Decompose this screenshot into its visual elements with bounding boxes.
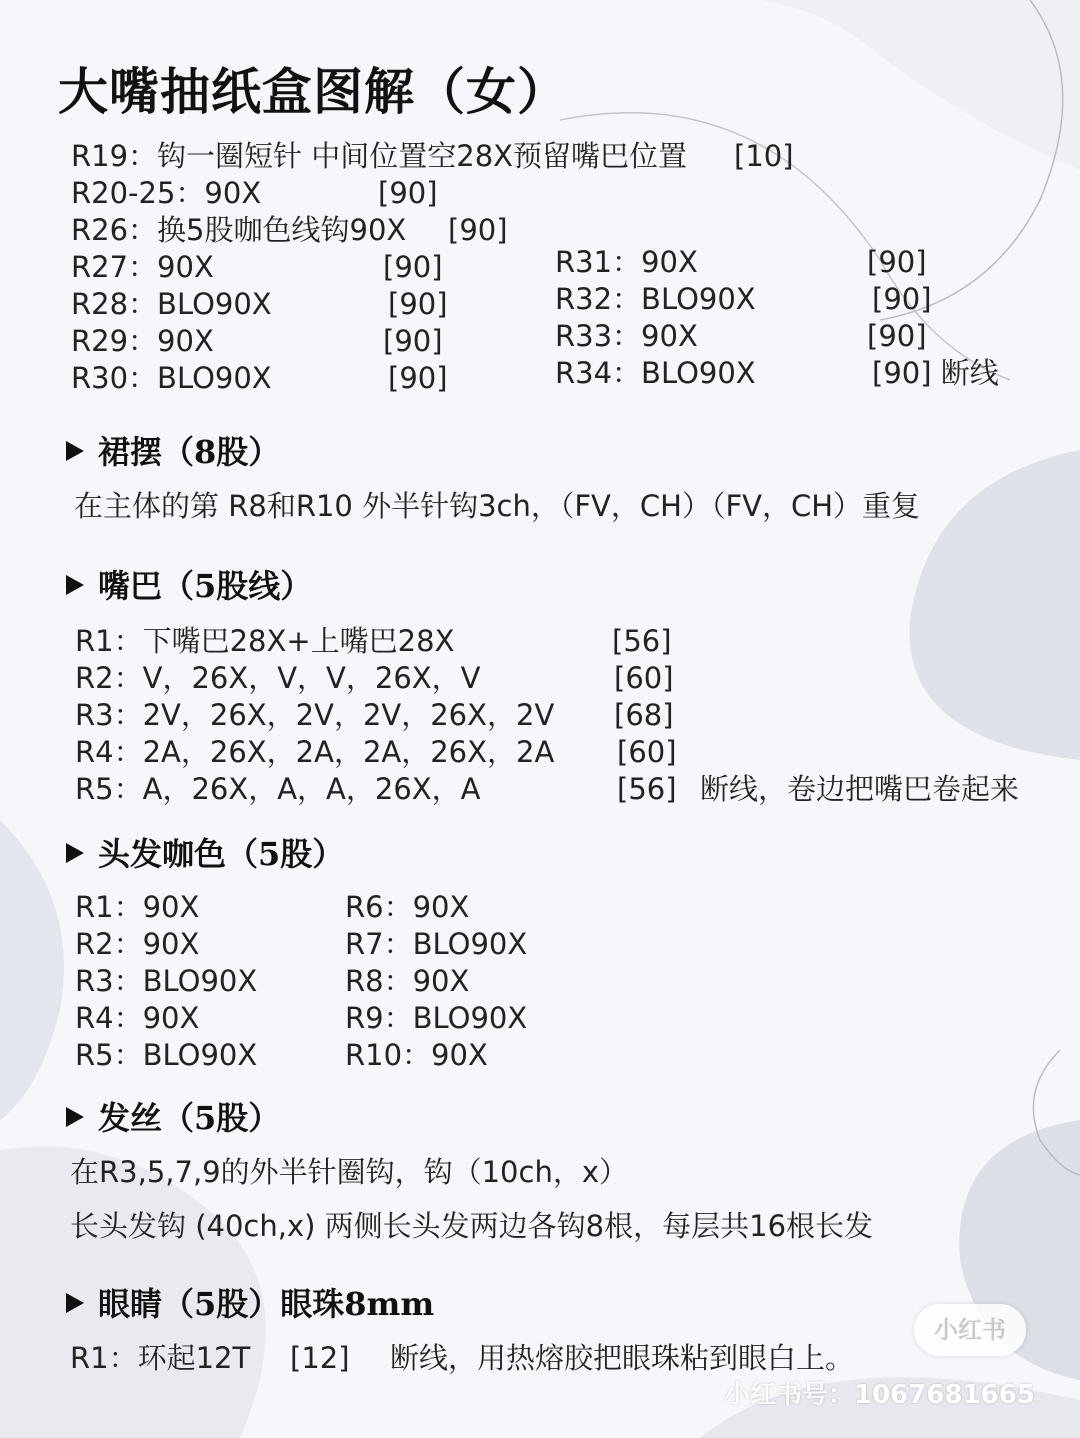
row-count: [90] [388,287,448,321]
row-label: R26：换5股咖色线钩90X [71,213,407,247]
hair-row: R2：90X [75,927,200,961]
row-label: R32：BLO90X [555,282,756,316]
row-label: R30：BLO90X [71,361,272,395]
section-heading-skirt [66,433,281,471]
skirt-text: 在主体的第 R8和R10 外半针钩3ch，（FV，CH）（FV，CH）重复 [74,489,921,523]
watermark-id: 小红书号：1067681665 [724,1380,1035,1410]
heading-text: 头发咖色（5股） [98,835,345,873]
row-label: R33：90X [555,319,698,353]
row-label: R3：2V，26X，2V，2V，26X，2V [75,698,555,732]
eyes-row-count: [12] [290,1341,350,1375]
row-count: [90] [867,319,927,353]
row-label: R31：90X [555,245,698,279]
row-count: [90] [383,324,443,358]
triangle-bullet-icon [66,843,84,863]
hair-row: R7：BLO90X [345,927,528,961]
row-count: [10] [734,139,794,173]
row-count: [56] [617,772,677,806]
row-label: R20-25：90X [71,176,262,210]
hair-row: R3：BLO90X [75,964,258,998]
heading-text: 嘴巴（5股线） [98,567,313,605]
row-label: R19：钩一圈短针 中间位置空28X预留嘴巴位置 [71,139,688,173]
row-label: R34：BLO90X [555,356,756,390]
triangle-bullet-icon [66,575,84,595]
row-label: R2：V，26X，V，V，26X，V [75,661,481,695]
row-count: [90] [378,176,438,210]
page-title: 大嘴抽纸盒图解（女） [58,62,568,121]
triangle-bullet-icon [66,1107,84,1127]
hair-row: R5：BLO90X [75,1038,258,1072]
section-heading-mouth [66,567,313,605]
hair-row: R1：90X [75,890,200,924]
strands-line-2: 长头发钩 (40ch,x) 两侧长头发两边各钩8根，每层共16根长发 [70,1209,874,1243]
section-heading-eyes [66,1285,435,1323]
row-count: [60] [614,661,674,695]
row-count: [56] [612,624,672,658]
row-count: [90] [867,245,927,279]
row-label: R4：2A，26X，2A，2A，26X，2A [75,735,555,769]
row-count: [90] [872,282,932,316]
section-heading-hair [66,835,345,873]
row-count: [68] [614,698,674,732]
eyes-row-note: 断线，用热熔胶把眼珠粘到眼白上。 [390,1341,855,1375]
hair-row: R9：BLO90X [345,1001,528,1035]
watermark-logo: 小红书 [914,1304,1026,1356]
row-count: [90] [388,361,448,395]
row-label: R1：下嘴巴28X+上嘴巴28X [75,624,455,658]
hair-row: R10：90X [345,1038,488,1072]
row-note: 断线，卷边把嘴巴卷起来 [700,772,1020,806]
section-heading-strands [66,1099,281,1137]
strands-line-1: 在R3,5,7,9的外半针圈钩，钩（10ch，x） [70,1155,628,1189]
hair-row: R4：90X [75,1001,200,1035]
row-count: [90] [448,213,508,247]
hair-row: R6：90X [345,890,470,924]
triangle-bullet-icon [66,441,84,461]
eyes-row-label: R1：环起12T [70,1341,251,1375]
heading-text: 发丝（5股） [98,1099,281,1137]
row-label: R28：BLO90X [71,287,272,321]
hair-row: R8：90X [345,964,470,998]
row-count: [90] [383,250,443,284]
row-label: R5：A，26X，A，A，26X，A [75,772,481,806]
triangle-bullet-icon [66,1293,84,1313]
row-label: R27：90X [71,250,214,284]
row-label: R29：90X [71,324,214,358]
row-count: [90] 断线 [872,356,999,390]
heading-text: 裙摆（8股） [98,433,281,471]
row-count: [60] [617,735,677,769]
heading-text: 眼睛（5股）眼珠8mm [98,1285,435,1323]
